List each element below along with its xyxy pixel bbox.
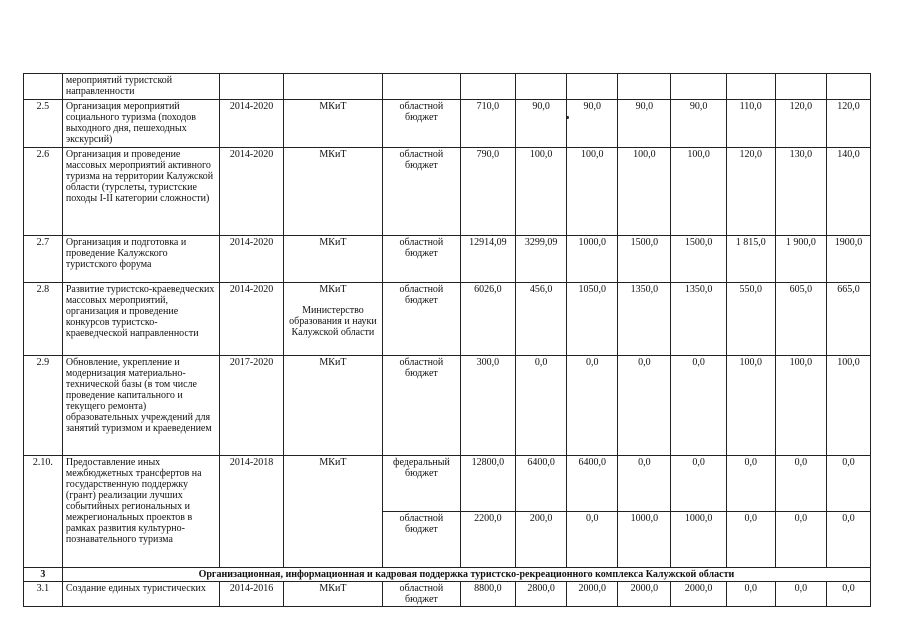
value-2015: 1050,0 — [567, 283, 618, 356]
value-2016: 0,0 — [618, 456, 671, 512]
funding-source: областной бюджет — [383, 236, 461, 283]
value-2016: 2000,0 — [618, 582, 671, 607]
value-2014: 90,0 — [516, 100, 567, 148]
row-number — [24, 74, 63, 100]
value-2019: 0,0 — [775, 582, 826, 607]
measure-name: Организация мероприятий социального туризма (походов выходного дня, пешеходных экскурсий) — [62, 100, 220, 148]
value-2014: 3299,09 — [516, 236, 567, 283]
value-2020: 0,0 — [826, 456, 870, 512]
executor — [283, 283, 382, 356]
value-2014: 100,0 — [516, 148, 567, 236]
value-2017: 1350,0 — [671, 283, 726, 356]
funding-source: областной бюджет — [383, 582, 461, 607]
value-2018: 550,0 — [726, 283, 775, 356]
table-row — [24, 74, 871, 100]
value-total: 2200,0 — [460, 512, 515, 568]
value-2019: 120,0 — [775, 100, 826, 148]
table-row — [24, 236, 871, 283]
scan-speck — [566, 116, 569, 119]
row-number: 2.10. — [24, 456, 63, 568]
value-2019: 1 900,0 — [775, 236, 826, 283]
value-total: 710,0 — [460, 100, 515, 148]
row-number: 3.1 — [24, 582, 63, 607]
value-2019: 605,0 — [775, 283, 826, 356]
value-2020: 100,0 — [826, 356, 870, 456]
value-2019: 0,0 — [775, 456, 826, 512]
executor-secondary: Министерство образования и науки Калужской области — [289, 305, 377, 338]
funding-source: областной бюджет — [383, 148, 461, 236]
value-2018: 0,0 — [726, 456, 775, 512]
value-2017: 2000,0 — [671, 582, 726, 607]
value-2015: 100,0 — [567, 148, 618, 236]
value-2014: 456,0 — [516, 283, 567, 356]
executor: МКиТ — [283, 582, 382, 607]
value-2018: 0,0 — [726, 582, 775, 607]
section-title: Организационная, информационная и кадровая поддержка туристско-рекреационного комплекса Калужской области — [62, 568, 870, 582]
value-2015: 1000,0 — [567, 236, 618, 283]
period: 2014-2018 — [220, 456, 283, 568]
value-2014: 200,0 — [516, 512, 567, 568]
measure-name: Предоставление иных межбюджетных трансфертов на государственную поддержку (грант) реализации лучших событийных региональных и межрегиональных проектов в рамках развития культурно-познавательного туризма — [62, 456, 220, 568]
row-number: 2.8 — [24, 283, 63, 356]
executor: МКиТ — [283, 100, 382, 148]
value-2020: 1900,0 — [826, 236, 870, 283]
period: 2014-2020 — [220, 148, 283, 236]
measure-name: мероприятий туристской направленности — [62, 74, 220, 100]
value-total: 300,0 — [460, 356, 515, 456]
period: 2014-2020 — [220, 236, 283, 283]
value-2015: 0,0 — [567, 356, 618, 456]
value-2017: 0,0 — [671, 356, 726, 456]
value-2015: 0,0 — [567, 512, 618, 568]
funding-source: областной бюджет — [383, 100, 461, 148]
value-2020: 665,0 — [826, 283, 870, 356]
value-2020: 140,0 — [826, 148, 870, 236]
value-2016: 90,0 — [618, 100, 671, 148]
value-2014: 6400,0 — [516, 456, 567, 512]
value-2017: 1500,0 — [671, 236, 726, 283]
value-2014: 2800,0 — [516, 582, 567, 607]
value-2017: 100,0 — [671, 148, 726, 236]
measure-name: Развитие туристско-краеведческих массовых мероприятий, организация и проведение конкурсов туристско-краеведческой направленности — [62, 283, 220, 356]
value-2016: 1000,0 — [618, 512, 671, 568]
table-row — [24, 283, 871, 356]
value-total: 8800,0 — [460, 582, 515, 607]
row-number: 2.5 — [24, 100, 63, 148]
row-number: 2.6 — [24, 148, 63, 236]
period: 2014-2020 — [220, 283, 283, 356]
value-2015: 90,0 — [567, 100, 618, 148]
value-2014: 0,0 — [516, 356, 567, 456]
table-row — [24, 148, 871, 236]
funding-source: федеральный бюджет — [383, 456, 461, 512]
executor: МКиТ — [283, 236, 382, 283]
value-2018: 0,0 — [726, 512, 775, 568]
executor: МКиТ — [283, 356, 382, 456]
value-2015: 6400,0 — [567, 456, 618, 512]
period: 2014-2016 — [220, 582, 283, 607]
value-2018: 100,0 — [726, 356, 775, 456]
table-row — [24, 100, 871, 148]
value-2015: 2000,0 — [567, 582, 618, 607]
value-2017: 90,0 — [671, 100, 726, 148]
value-2016: 1350,0 — [618, 283, 671, 356]
section-row — [24, 568, 871, 582]
value-total: 12914,09 — [460, 236, 515, 283]
funding-source: областной бюджет — [383, 512, 461, 568]
program-table — [23, 73, 871, 607]
funding-source: областной бюджет — [383, 283, 461, 356]
measure-name: Создание единых туристических — [62, 582, 220, 607]
executor: МКиТ — [283, 148, 382, 236]
measure-name: Обновление, укрепление и модернизация материально-технической базы (в том числе проведение капитального и текущего ремонта) образовательных учреждений для занятий туризмом и краеведением — [62, 356, 220, 456]
value-2017: 0,0 — [671, 456, 726, 512]
value-2017: 1000,0 — [671, 512, 726, 568]
value-2019: 130,0 — [775, 148, 826, 236]
table-row — [24, 582, 871, 607]
value-2020: 120,0 — [826, 100, 870, 148]
value-2020: 0,0 — [826, 582, 870, 607]
row-number: 2.9 — [24, 356, 63, 456]
value-2016: 100,0 — [618, 148, 671, 236]
value-2020: 0,0 — [826, 512, 870, 568]
value-total: 6026,0 — [460, 283, 515, 356]
table-row — [24, 456, 871, 512]
period: 2014-2020 — [220, 100, 283, 148]
value-2018: 110,0 — [726, 100, 775, 148]
measure-name: Организация и проведение массовых мероприятий активного туризма на территории Калужской области (турслеты, туристские походы I-II категории сложности) — [62, 148, 220, 236]
value-2018: 120,0 — [726, 148, 775, 236]
value-2016: 1500,0 — [618, 236, 671, 283]
measure-name: Организация и подготовка и проведение Калужского туристского форума — [62, 236, 220, 283]
section-number: 3 — [24, 568, 63, 582]
executor-primary: МКиТ — [319, 284, 347, 295]
executor: МКиТ — [283, 456, 382, 568]
funding-source: областной бюджет — [383, 356, 461, 456]
value-2019: 100,0 — [775, 356, 826, 456]
value-total: 12800,0 — [460, 456, 515, 512]
value-2016: 0,0 — [618, 356, 671, 456]
row-number: 2.7 — [24, 236, 63, 283]
value-2019: 0,0 — [775, 512, 826, 568]
value-2018: 1 815,0 — [726, 236, 775, 283]
table-row — [24, 356, 871, 456]
value-total: 790,0 — [460, 148, 515, 236]
period: 2017-2020 — [220, 356, 283, 456]
